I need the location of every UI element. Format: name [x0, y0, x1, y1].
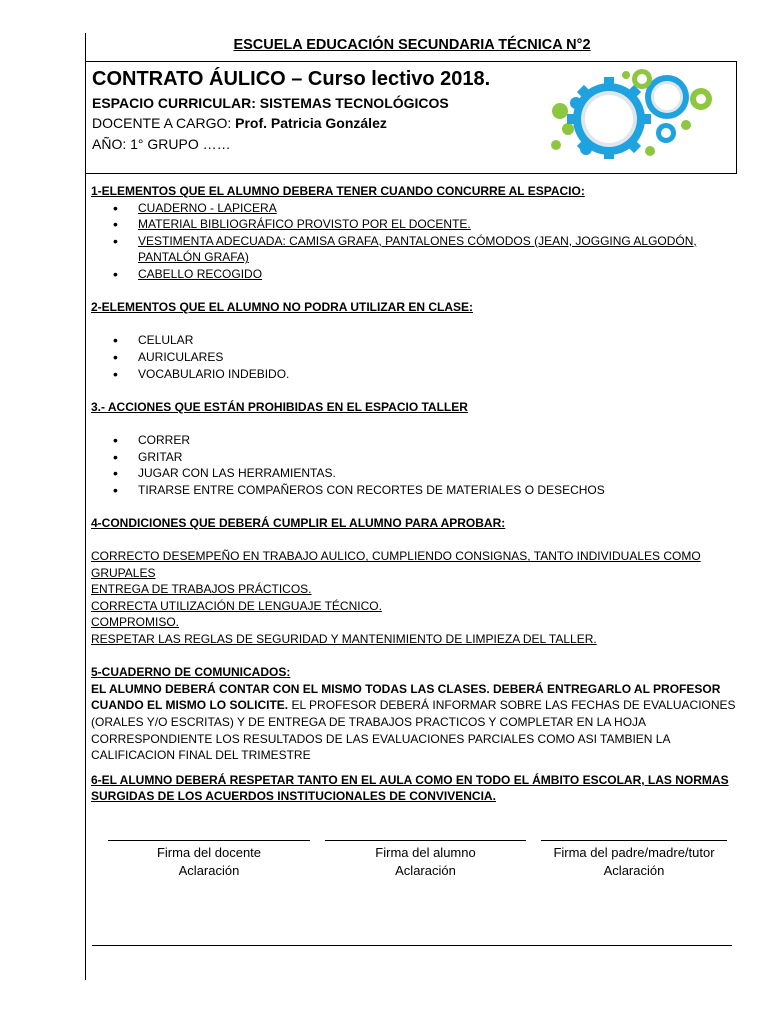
anio-grupo: AÑO: 1° GRUPO …… [92, 136, 231, 152]
docente-line [92, 115, 387, 131]
contract-body [91, 183, 736, 805]
list-item: • JUGAR CON LAS HERRAMIENTAS. [91, 465, 736, 482]
list-item: • CELULAR [91, 332, 736, 349]
section-6-title: 6-EL ALUMNO DEBERÁ RESPETAR TANTO EN EL AULA COMO EN TODO EL ÁMBITO ESCOLAR, LAS NORMAS SURGIDAS DE LOS ACUERDOS INSTITUCIONALES DE CONVIVENCIA. [91, 772, 729, 804]
signature-line-tutor [541, 840, 727, 841]
contract-title: CONTRATO ÁULICO – Curso lectivo 2018. [92, 68, 491, 90]
condition-line: CORRECTO DESEMPEÑO EN TRABAJO AULICO, CUMPLIENDO CONSIGNAS, TANTO INDIVIDUALES COMO GRUPALES [91, 549, 701, 580]
condition-line: ENTREGA DE TRABAJOS PRÁCTICOS. [91, 582, 312, 597]
section-5-text [91, 681, 736, 764]
list-item: • MATERIAL BIBLIOGRÁFICO PROVISTO POR EL DOCENTE. [91, 216, 736, 233]
section-1-list [91, 200, 736, 283]
section-5-title: 5-CUADERNO DE COMUNICADOS: [91, 665, 291, 680]
list-item: • GRITAR [91, 449, 736, 466]
condition-line: RESPETAR LAS REGLAS DE SEGURIDAD Y MANTENIMIENTO DE LIMPIEZA DEL TALLER. [91, 632, 597, 647]
docente-label: DOCENTE A CARGO: [92, 115, 236, 131]
section-2-list [91, 332, 736, 382]
condition-line: CORRECTA UTILIZACIÓN DE LENGUAJE TÉCNICO. [91, 598, 382, 613]
gears-icon [546, 67, 714, 161]
list-item: • CUADERNO - LAPICERA [91, 200, 736, 217]
condition-line: COMPROMISO. [91, 615, 180, 630]
signature-tutor [536, 844, 732, 880]
section-5-regular-text: EL PROFESOR DEBERÁ INFORMAR SOBRE LAS FECHAS DE EVALUACIONES (ORALES Y/O ESCRITAS) Y DE ENTREGA DE TRABAJOS PRACTICOS Y COMPLETAR EN LA HOJA CORRESPONDIENTE LOS RESULTADOS DE LAS EVALUACIONES PARCIALES COMO ASI TAMBIEN LA CALIFICACION FINAL DEL TRIMESTRE [91, 698, 736, 763]
header-box [85, 61, 737, 174]
section-5-bold-text: EL ALUMNO DEBERÁ CONTAR CON EL MISMO TODAS LAS CLASES. DEBERÁ ENTREGARLO AL PROFESOR CUANDO EL MISMO LO SOLICITE. [91, 681, 721, 713]
signature-alumno [325, 844, 526, 880]
list-item: • TIRARSE ENTRE COMPAÑEROS CON RECORTES DE MATERIALES O DESECHOS [91, 482, 736, 499]
list-item: • CORRER [91, 432, 736, 449]
signature-line-alumno [325, 840, 526, 841]
section-3-title: 3.- ACCIONES QUE ESTÁN PROHIBIDAS EN EL ESPACIO TALLER [91, 399, 468, 414]
signature-docente [108, 844, 310, 880]
signature-role: Firma del docente [156, 845, 262, 860]
section-1-title: 1-ELEMENTOS QUE EL ALUMNO DEBERA TENER CUANDO CONCURRE AL ESPACIO: [91, 184, 585, 198]
signature-sub: Aclaración [178, 863, 240, 878]
signature-role: Firma del padre/madre/tutor [553, 845, 715, 860]
section-2-title: 2-ELEMENTOS QUE EL ALUMNO NO PODRA UTILIZAR EN CLASE: [91, 300, 474, 315]
signature-sub: Aclaración [395, 863, 456, 878]
espacio-curricular: ESPACIO CURRICULAR: SISTEMAS TECNOLÓGICOS [92, 95, 449, 111]
list-item: • VOCABULARIO INDEBIDO. [91, 366, 736, 383]
left-margin-line [85, 33, 86, 980]
section-3-list [91, 432, 736, 498]
docente-name: Prof. Patricia González [235, 115, 387, 131]
signature-sub: Aclaración [603, 863, 665, 878]
list-item: • CABELLO RECOGIDO [91, 266, 736, 283]
signature-line-docente [108, 840, 310, 841]
list-item: • VESTIMENTA ADECUADA: CAMISA GRAFA, PANTALONES CÓMODOS (JEAN, JOGGING ALGODÓN, PANTALÓN GRAFA) [91, 233, 736, 266]
list-item: • AURICULARES [91, 349, 736, 366]
section-4-title: 4-CONDICIONES QUE DEBERÁ CUMPLIR EL ALUMNO PARA APROBAR: [91, 515, 506, 530]
school-name: ESCUELA EDUCACIÓN SECUNDARIA TÉCNICA N°2 [233, 37, 591, 53]
bottom-rule [92, 945, 732, 946]
signature-role: Firma del alumno [375, 845, 476, 860]
